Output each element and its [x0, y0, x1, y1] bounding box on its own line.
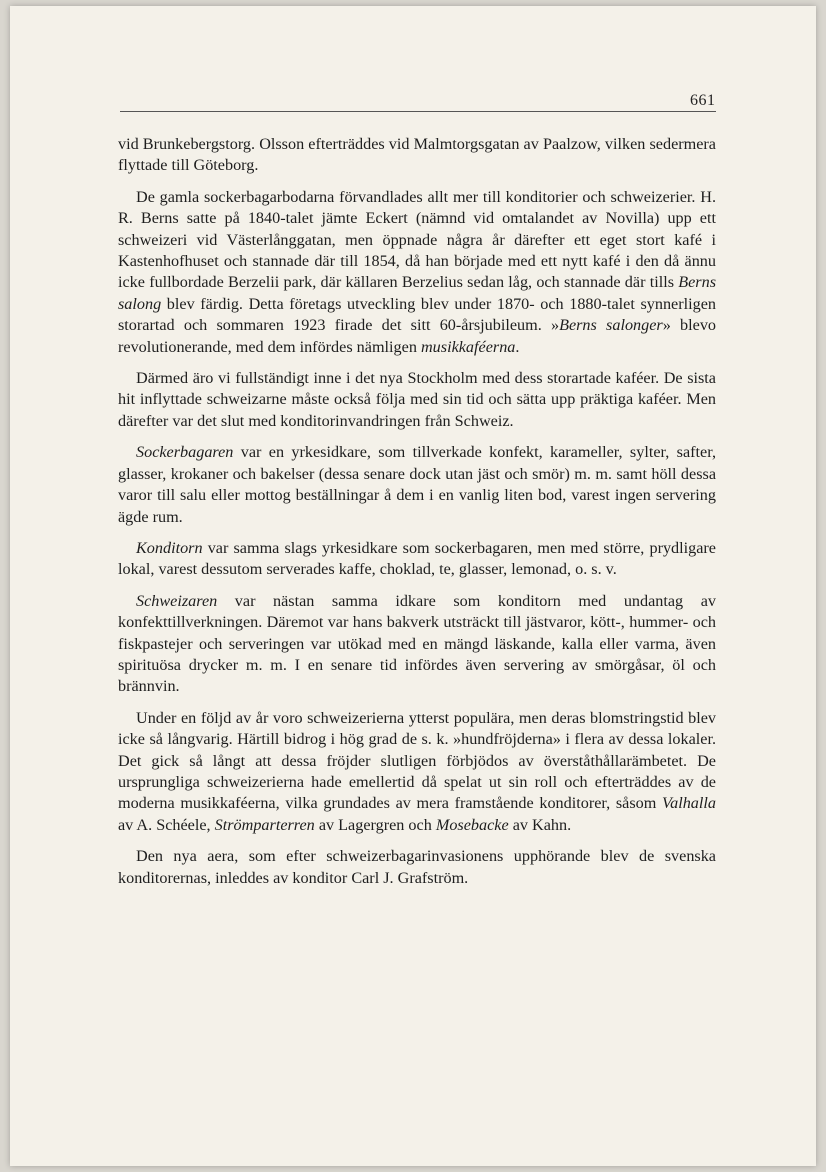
paragraph-7-text-d: av Kahn. — [508, 815, 572, 834]
paragraph-1 — [118, 134, 716, 177]
paragraph-2-text-c: » blevo revolutionerande, med dem infördes nämligen — [118, 316, 717, 356]
paragraph-7 — [118, 708, 716, 836]
sockerbagaren-term: Sockerbagaren — [136, 443, 234, 462]
berns-salonger-term: Berns salonger — [559, 316, 663, 335]
paragraph-8 — [118, 846, 716, 889]
valhalla-term: Valhalla — [662, 794, 716, 813]
page-number: 661 — [690, 92, 716, 109]
body-text — [118, 134, 716, 899]
paragraph-6-text: var nästan samma idkare som konditorn med undantag av konfekttillverkningen. Däremot var hans bakverk utsträckt till jästvaror, kött-, hummer- och fiskpastejer och serveringen var utökad med en mängd läskande, kalla eller varma, även spirituösa drycker m. m. I en senare tid infördes även servering av smörgåsar, öl och brännvin. — [118, 591, 716, 696]
paragraph-5-text: var samma slags yrkesidkare som sockerbagaren, men med större, prydligare lokal, varest dessutom serverades kaffe, choklad, te, glasser, lemonad, o. s. v. — [118, 538, 716, 579]
konditorn-term: Konditorn — [136, 538, 203, 557]
paragraph-3-text: Därmed äro vi fullständigt inne i det nya Stockholm med dess storartade kaféer. De sista hit inflyttade schweizarne måste också följa med sin tid och sätta upp präktiga kaféer. Men därefter var det slut med konditorinvandringen från Schweiz. — [118, 369, 716, 430]
paragraph-7-text-c: av Lagergren och — [314, 815, 436, 834]
paragraph-4-text: var en yrkesidkare, som tillverkade konfekt, karameller, sylter, safter, glasser, krokaner och bakelser (dessa senare dock utan jäst och smör) m. m. samt höll dessa varor till salu eller mottog beställningar å dem i en vanlig liten bod, varest ingen servering ägde rum. — [118, 443, 716, 526]
document-page — [10, 6, 816, 1166]
schweizaren-term: Schweizaren — [136, 591, 218, 610]
paragraph-2-text-b: blev färdig. Detta företags utveckling blev under 1870- och 1880-talet synnerligen storartad och sommaren 1923 firade det sitt 60-årsjubileum. » — [118, 294, 716, 335]
paragraph-6 — [118, 591, 716, 698]
berns-salong-term: Berns salong — [118, 273, 716, 313]
paragraph-2-text-a: De gamla sockerbagarbodarna förvandlades allt mer till konditorier och schweizerier. H. R. Berns satte på 1840-talet jämte Eckert (nämnd vid omtalandet av Novilla) upp ett schweizeri vid Västerlånggatan, men öppnade några år därefter ett eget stort kafé i Kastenhofhuset och stannade där till 1854, då han började med ett nytt kafé i den då ännu icke fullbordade Berzelii park, där källaren Berzelius sedan låg, och stannade där tills — [118, 187, 716, 292]
paragraph-1-text: vid Brunkebergstorg. Olsson efterträddes vid Malmtorgsgatan av Paalzow, vilken sedermera flyttade till Göteborg. — [118, 135, 716, 175]
paragraph-7-text-b: av A. Schéele, — [118, 815, 215, 834]
musikkafeerna-term: musikkaféerna — [420, 337, 516, 356]
paragraph-5 — [118, 538, 716, 581]
paragraph-3 — [118, 368, 716, 432]
paragraph-2-text-d: . — [515, 337, 520, 356]
mosebacke-term: Mosebacke — [435, 815, 509, 834]
stromparterren-term: Strömparterren — [214, 815, 315, 834]
paragraph-8-text: Den nya aera, som efter schweizerbagarinvasionens upphörande blev de svenska konditorernas, inleddes av konditor Carl J. Grafström. — [118, 847, 716, 887]
header-rule — [120, 111, 716, 112]
paragraph-7-text-a: Under en följd av år voro schweizerierna ytterst populära, men deras blomstringstid blev icke så långvarig. Härtill bidrog i hög grad de s. k. »hundfröjderna» i flera av dessa lokaler. Det gick så långt att dessa fröjder slutligen förbjödos av överståthållarämbetet. De ursprungliga schweizerierna hade emellertid då spelat ut sin roll och efterträddes av de moderna musikkaféerna, vilka grundades av mera framstående konditorer, såsom — [118, 708, 716, 813]
paragraph-2 — [118, 187, 716, 358]
paragraph-4 — [118, 442, 716, 528]
